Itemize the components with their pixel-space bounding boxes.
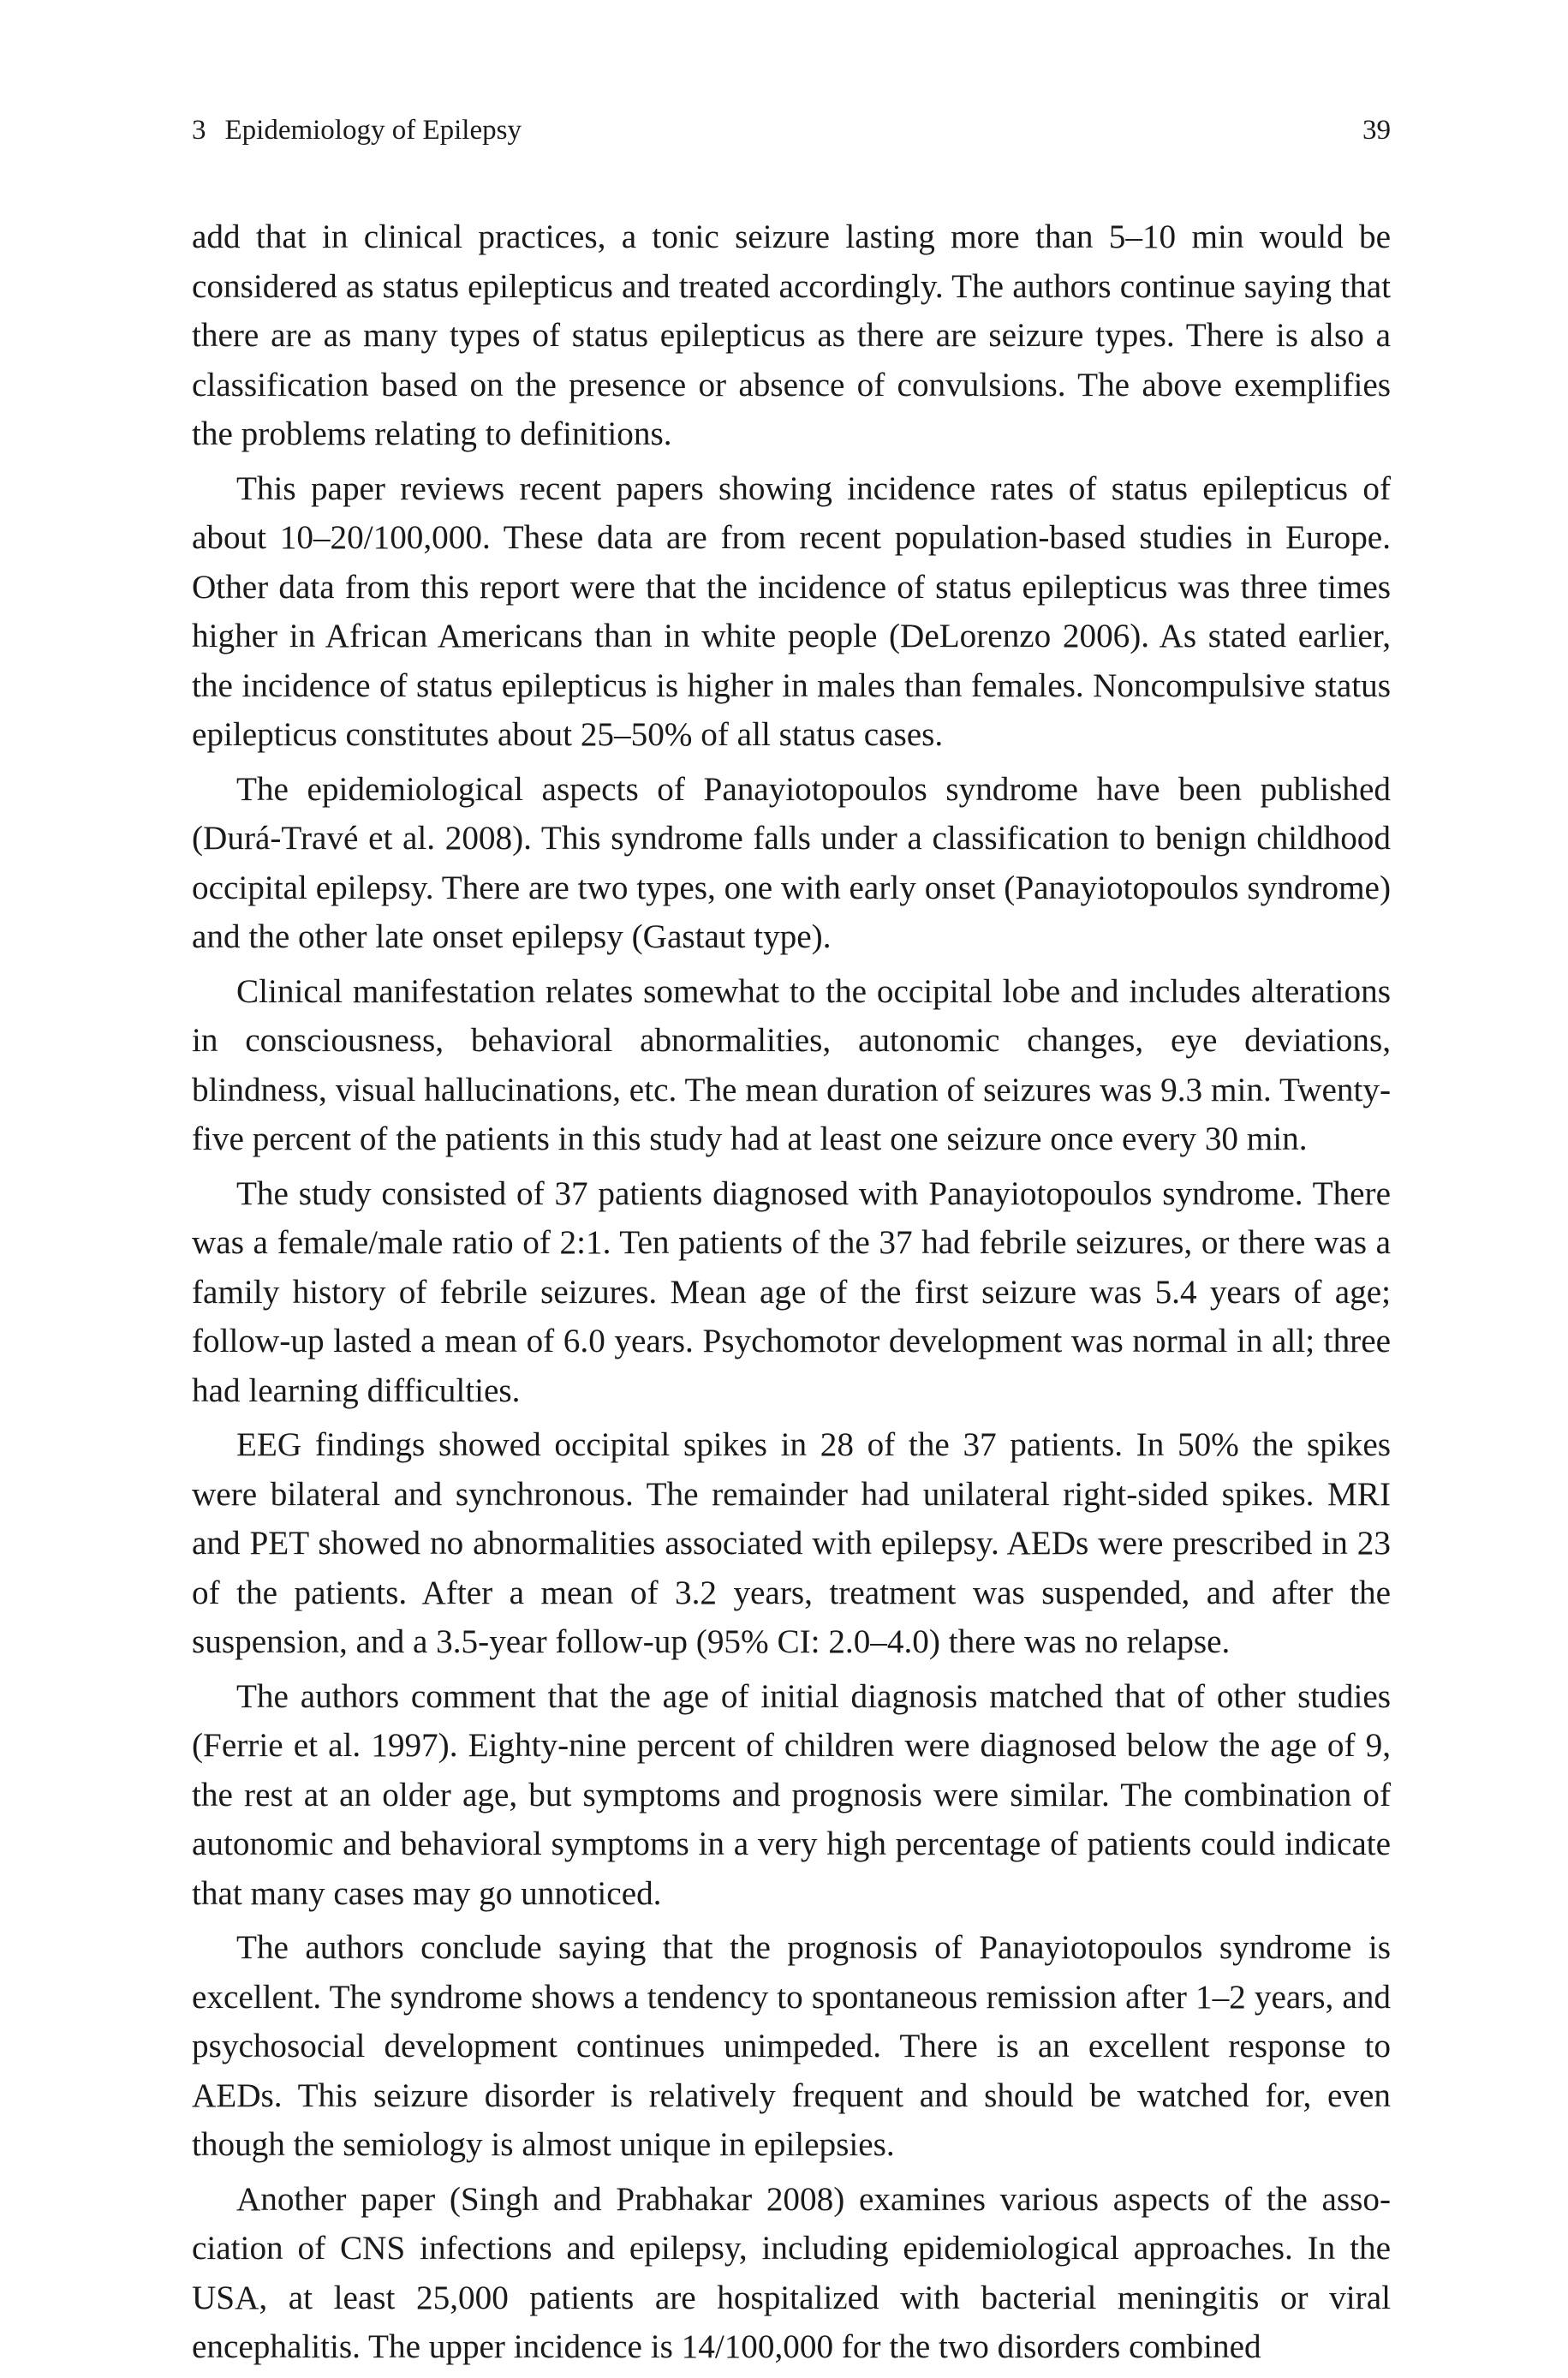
running-head-chapter — [192, 111, 522, 149]
paragraph: The epidemiological aspects of Panayiotopoulos syndrome have been published (Durá-Travé et al. 2008). This syndrome falls under a classification to benign childhood occipital epilepsy. There are two types, one with early onset (Panayiotopoulos syndrome) and the other late onset epilepsy (Gastaut type). — [192, 770, 1391, 955]
paragraph: The authors comment that the age of initial diagnosis matched that of other studies (Ferrie et al. 1997). Eighty-nine percent of children were diagnosed below the age of 9, the rest at an older age, but symptoms and prognosis were similar. The combination of autonomic and behavioral symptoms in a very high percentage of patients could indicate that many cases may go unnoticed. — [192, 1677, 1391, 1912]
page-number: 39 — [1362, 115, 1391, 146]
paragraph: Another paper (Singh and Prabhakar 2008) examines various aspects of the association of CNS infections and epilepsy, including epidemiological approaches. In the USA, at least 25,000 patients are hospitalized with bacterial meningitis or viral encephalitis. The upper incidence is 14/100,000 for the two disorders combined — [192, 2180, 1391, 2365]
page — [192, 111, 1391, 2377]
paragraph: The study consisted of 37 patients diagnosed with Panayiotopoulos syndrome. There was a female/male ratio of 2:1. Ten patients of the 37 had febrile seizures, or there was a family history of febrile seizures. Mean age of the first seizure was 5.4 years of age; follow-up lasted a mean of 6.0 years. Psychomotor development was normal in all; three had learning difficulties. — [192, 1174, 1391, 1409]
chapter-number: 3 — [192, 115, 206, 146]
paragraph: This paper reviews recent papers showing incidence rates of status epilepticus of about 10–20/100,000. These data are from recent population-based studies in Europe. Other data from this report were that the incidence of status epilepticus was three times higher in African Americans than in white people (DeLorenzo 2006). As stated earlier, the incidence of status epilepticus is higher in males than females. Noncompulsive status epilepticus constitutes about 25–50% of all status cases. — [192, 469, 1391, 753]
paragraph: EEG findings showed occipital spikes in 28 of the 37 patients. In 50% the spikes were bilateral and synchronous. The remainder had unilateral right-sided spikes. MRI and PET showed no abnormalities associated with epilepsy. AEDs were prescribed in 23 of the patients. After a mean of 3.2 years, treatment was suspended, and after the suspension, and a 3.5-year follow-up (95% CI: 2.0–4.0) there was no relapse. — [192, 1426, 1391, 1660]
body-text — [192, 212, 1391, 2372]
paragraph-continued: add that in clinical practices, a tonic seizure lasting more than 5–10 min would be considered as status epilepticus and treated accordingly. The authors continue saying that there are as many types of status epilepticus as there are seizure types. There is also a classification based on the presence or absence of convulsions. The above exemplifies the problems relating to definitions. — [192, 218, 1391, 452]
paragraph: The authors conclude saying that the prognosis of Panayiotopoulos syndrome is excellent. The syndrome shows a tendency to spontaneous remission after 1–2 years, and psychosocial development continues unimpeded. There is an excellent response to AEDs. This seizure disorder is relatively frequent and should be watched for, even though the semiology is almost unique in epilepsies. — [192, 1929, 1391, 2163]
chapter-title: Epidemiology of Epilepsy — [224, 115, 522, 146]
paragraph: Clinical manifestation relates somewhat to the occipital lobe and includes alterations in consciousness, behavioral abnormalities, autonomic changes, eye deviations, blindness, visual hallucinations, etc. The mean duration of seizures was 9.3 min. Twenty-five percent of the patients in this study had at least one seizure once every 30 min. — [192, 972, 1391, 1157]
running-head — [192, 111, 1391, 149]
